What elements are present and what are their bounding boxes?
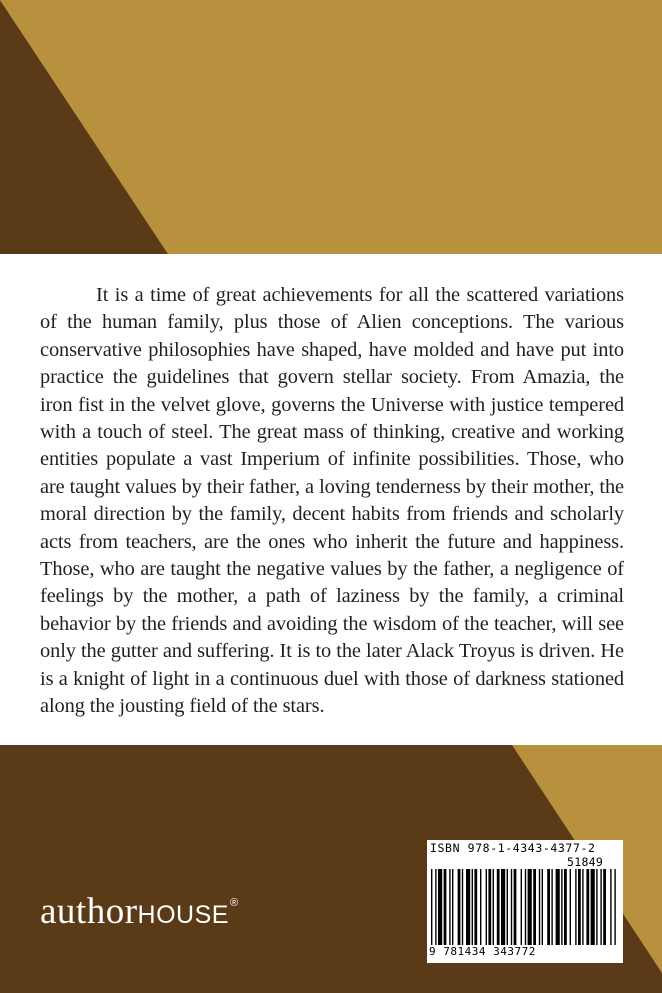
top-decorative-band: [0, 0, 662, 254]
barcode-bar: [449, 869, 450, 945]
blurb-text: It is a time of great achievements for all the scattered variations of the human family, plus those of Alien conceptions. The various conservative philosophies have shaped, have molded and have put into practice the guidelines that govern stellar society. From Amazia, the iron fist in the velvet glove, governs the Universe with justice tempered with a touch of steel. The great mass of thinking, creative and working entities populate a vast Imperium of infinite possibilities. Those, who are taught values by their father, a loving tenderness by their mother, the moral direction by the family, decent habits from friends and scholarly acts from teachers, are the ones who inherit the future and happiness. Those, who are taught the negative values by the father, a negligence of feelings by the mother, a path of laziness by the family, a criminal behavior by the friends and avoiding the wisdom of the teacher, will see only the gutter and suffering. It is to the later Alack Troyus is driven. He is a knight of light in a continuous duel with those of darkness stationed along the jousting field of the stars.: [40, 284, 624, 718]
barcode-bar: [474, 869, 477, 945]
barcode-bar: [511, 869, 512, 945]
barcode-bar: [575, 869, 576, 945]
barcode-bar: [462, 869, 463, 945]
barcode-bar: [435, 869, 436, 945]
barcode-bar: [480, 869, 481, 945]
barcode-bar: [600, 869, 601, 945]
ean-digits: 9 781434 343772: [429, 945, 536, 958]
barcode-bar: [542, 869, 543, 945]
barcode-bar: [486, 869, 487, 945]
barcode-bar: [458, 869, 461, 945]
barcode-bar: [501, 869, 505, 945]
barcode-bars: [427, 869, 623, 949]
barcode-bar: [551, 869, 552, 945]
barcode-bar: [472, 869, 473, 945]
barcode-bar: [528, 869, 532, 945]
registered-mark: ®: [229, 897, 239, 909]
barcode-bar: [444, 869, 447, 945]
barcode-bar: [507, 869, 508, 945]
barcode-bar: [570, 869, 571, 945]
barcode-bar: [488, 869, 491, 945]
barcode-bar: [539, 869, 540, 945]
barcode-bar: [525, 869, 526, 945]
barcode-bar: [438, 869, 442, 945]
barcode-bar: [578, 869, 581, 945]
isbn-number: ISBN 978-1-4343-4377-2: [430, 841, 596, 855]
barcode-bar: [610, 869, 611, 945]
barcode-bar: [431, 869, 432, 945]
logo-house-text: HOUSE: [137, 901, 229, 929]
barcode-bar: [591, 869, 595, 945]
price-code: 51849: [567, 855, 604, 869]
logo-author-text: author: [40, 891, 138, 932]
barcode-bar: [564, 869, 567, 945]
barcode-bar: [521, 869, 522, 945]
barcode-bar: [586, 869, 589, 945]
barcode-bar: [452, 869, 453, 945]
barcode-bar: [561, 869, 562, 945]
barcode-bar: [514, 869, 517, 945]
isbn-barcode: [427, 840, 623, 963]
barcode-bar: [614, 869, 615, 945]
publisher-logo: [40, 890, 239, 933]
barcode-bar: [556, 869, 560, 945]
back-cover-blurb: [40, 282, 624, 721]
barcode-bar: [466, 869, 470, 945]
barcode-bar: [603, 869, 606, 945]
barcode-bar: [533, 869, 536, 945]
barcode-bar: [547, 869, 550, 945]
barcode-bar: [596, 869, 597, 945]
top-band-graphic: [0, 0, 662, 254]
barcode-bar: [493, 869, 494, 945]
barcode-bar: [582, 869, 583, 945]
barcode-bar: [497, 869, 500, 945]
